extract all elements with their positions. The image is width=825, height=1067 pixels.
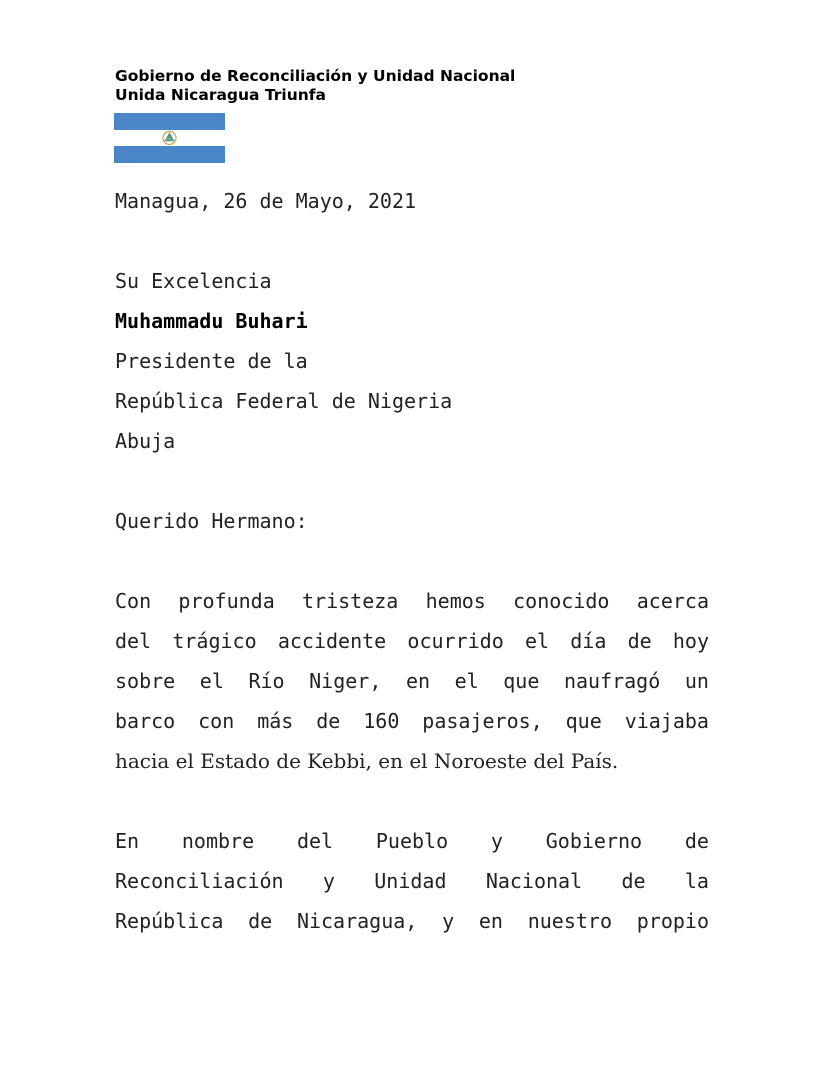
government-header-line1: Gobierno de Reconciliación y Unidad Nacional (115, 67, 516, 85)
nicaragua-flag (114, 113, 225, 163)
recipient-city: Abuja (115, 429, 176, 453)
recipient-position-line2: República Federal de Nigeria (115, 389, 453, 413)
paragraph-2-line: En nombre del Pueblo y Gobierno de (115, 829, 709, 853)
paragraph-1-line: Con profunda tristeza hemos conocido acerca (115, 589, 709, 613)
paragraph-1-line: hacia el Estado de Kebbi, en el Noroeste del País. (115, 749, 619, 773)
paragraph-2-line: Reconciliación y Unidad Nacional de la (115, 869, 709, 893)
flag-top-stripe (114, 113, 225, 130)
recipient-name: Muhammadu Buhari (115, 309, 308, 333)
recipient-position-line1: Presidente de la (115, 349, 308, 373)
letter-date: Managua, 26 de Mayo, 2021 (115, 189, 417, 213)
government-header (115, 67, 515, 105)
flag-bottom-stripe (114, 146, 225, 163)
greeting: Querido Hermano: (115, 509, 308, 533)
government-header-line2: Unida Nicaragua Triunfa (115, 86, 327, 104)
recipient-title: Su Excelencia (115, 269, 272, 293)
paragraph-1-line: sobre el Río Niger, en el que naufragó un (115, 669, 709, 693)
paragraph-1-line: barco con más de 160 pasajeros, que viajaba (115, 709, 709, 733)
paragraph-2-line: República de Nicaragua, y en nuestro propio (115, 909, 709, 933)
paragraph-1-line: del trágico accidente ocurrido el día de hoy (115, 629, 709, 653)
